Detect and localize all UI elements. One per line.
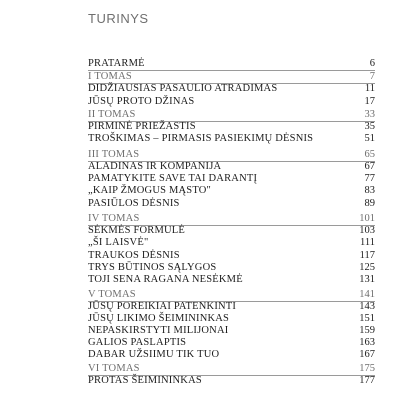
toc-entry-title: „KAIP ŽMOGUS MĄSTO" [88, 185, 212, 196]
toc-page-number: 7 [369, 71, 375, 82]
toc-page-number: 83 [364, 185, 375, 196]
toc-page-number: 33 [364, 109, 375, 120]
toc-entry-row [88, 236, 375, 249]
toc-page-number: 141 [359, 289, 375, 300]
toc-page-number: 143 [359, 301, 375, 312]
toc-entry-title: TRYS BŪTINOS SĄLYGOS [88, 262, 217, 273]
toc-entry-row [88, 197, 375, 210]
toc-entry-title: TRAUKOS DĖSNIS [88, 250, 180, 261]
toc-page-number: 175 [359, 363, 375, 374]
toc-page-number: 35 [364, 121, 375, 132]
toc-page-number: 89 [364, 198, 375, 209]
toc-page-number: 163 [359, 337, 375, 348]
toc-page-number: 151 [359, 313, 375, 324]
toc-entry-title: PASIŪLOS DĖSNIS [88, 198, 180, 209]
toc-page-number: 177 [359, 375, 375, 386]
toc-entry-row [88, 273, 375, 286]
book-page [58, 0, 375, 400]
toc-heading: TURINYS [88, 11, 149, 26]
toc-entry-title: TOJI SENA RAGANA NESĖKMĖ [88, 274, 243, 285]
toc-page-number: 67 [364, 161, 375, 172]
toc-tome-title: III TOMAS [88, 149, 140, 160]
toc-tome-title: II TOMAS [88, 109, 136, 120]
toc-page-number: 111 [360, 237, 375, 248]
toc-tome-title: VI TOMAS [88, 363, 140, 374]
toc-entry-title: JŪSŲ POREIKIAI PATENKINTI [88, 301, 237, 312]
toc-page-number: 51 [364, 133, 375, 144]
toc-entry-title: JŪSŲ LIKIMO ŠEIMININKAS [88, 313, 230, 324]
toc-entry-title: ALADINAS IR KOMPANIJA [88, 161, 222, 172]
toc-entry-row [88, 95, 375, 108]
toc-entry-row [88, 82, 375, 95]
toc-entry-title: „ŠI LAISVĖ" [88, 237, 149, 248]
toc-page-number: 159 [359, 325, 375, 336]
toc-page-number: 101 [359, 213, 375, 224]
toc-entry-title: PRATARMĖ [88, 58, 145, 69]
toc-page-number: 17 [364, 96, 375, 107]
toc-entry-title: NEPASKIRSTYTI MILIJONAI [88, 325, 229, 336]
toc-entry-title: TROŠKIMAS – PIRMASIS PASIEKIMŲ DĖSNIS [88, 133, 314, 144]
toc-entry-title: GALIOS PASLAPTIS [88, 337, 187, 348]
toc-entry-row [88, 184, 375, 197]
toc-entry-row [88, 132, 375, 145]
toc-entry-title: DABAR UŽSIIMU TIK TUO [88, 349, 220, 360]
toc-tome-title: V TOMAS [88, 289, 136, 300]
toc-page-number: 65 [364, 149, 375, 160]
toc-page-number: 77 [364, 173, 375, 184]
toc-page-number: 103 [359, 225, 375, 236]
toc-entry-title: PROTAS ŠEIMININKAS [88, 375, 202, 386]
toc-page-number: 131 [359, 274, 375, 285]
toc-page-number: 6 [369, 58, 375, 69]
toc-tome-title: I TOMAS [88, 71, 132, 82]
toc-entry-title: PIRMINĖ PRIEŽASTIS [88, 121, 196, 132]
toc-entry-title: DIDŽIAUSIAS PASAULIO ATRADIMAS [88, 83, 278, 94]
toc-tome-title: IV TOMAS [88, 213, 140, 224]
toc-page-number: 11 [364, 83, 375, 94]
toc-entry-title: JŪSŲ PROTO DŽINAS [88, 96, 195, 107]
toc-entry-row [88, 57, 375, 71]
toc-entry-row [88, 374, 375, 387]
toc-entry-row [88, 348, 375, 361]
toc-page-number: 167 [359, 349, 375, 360]
toc-page-number: 117 [359, 250, 375, 261]
toc-entry-title: SĖKMĖS FORMULĖ [88, 225, 186, 236]
toc-page-number: 125 [359, 262, 375, 273]
toc-entry-title: PAMATYKITE SAVE TAI DARANTĮ [88, 173, 258, 184]
